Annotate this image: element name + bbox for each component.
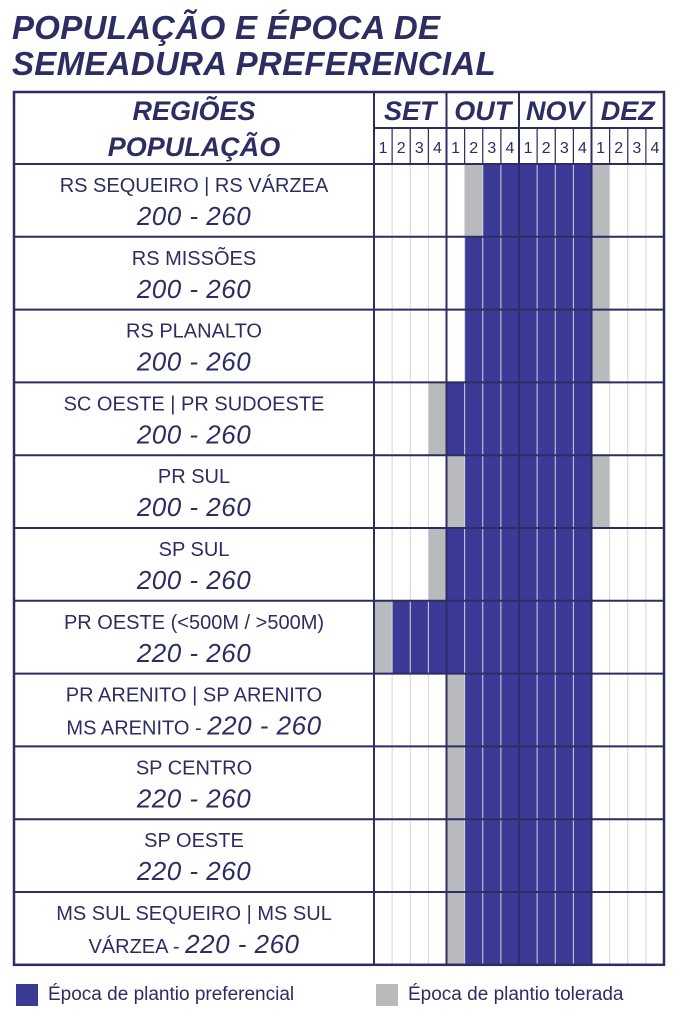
region-name-1: RS SEQUEIRO | RS VÁRZEA [59, 175, 329, 197]
population-value: 220 - 260 [185, 929, 300, 959]
legend-tolerated-label: Época de plantio tolerada [408, 984, 624, 1005]
region-name-11: MS SUL SEQUEIRO | MS SUL [56, 903, 332, 925]
week-label: 3 [632, 140, 642, 157]
week-label: 1 [451, 140, 461, 157]
header-population-label: POPULAÇÃO [107, 132, 281, 162]
region-name-8: PR ARENITO | SP ARENITO [65, 684, 323, 707]
region-name-continuation: VÁRZEA - [88, 936, 186, 958]
region-population-6: 200 - 260 [136, 565, 252, 595]
region-population-7: 220 - 260 [136, 637, 252, 668]
legend-tolerated-swatch [376, 984, 398, 1006]
region-name-7: PR OESTE (<500M / >500M) [63, 611, 325, 634]
legend-preferred-label: Época de plantio preferencial [48, 984, 295, 1005]
legend-preferred [16, 982, 294, 1008]
month-label-dez: DEZ [600, 96, 655, 126]
week-label: 3 [487, 140, 497, 157]
region-population-3: 200 - 260 [136, 346, 252, 377]
preferred-bar-2 [465, 237, 592, 310]
region-name-4: SC OESTE | PR SUDOESTE [63, 393, 325, 416]
region-population-11 [88, 929, 299, 959]
week-label: 4 [505, 140, 515, 157]
preferred-bar-5 [465, 455, 592, 528]
week-label: 4 [650, 140, 660, 157]
region-population-2: 200 - 260 [136, 273, 252, 304]
region-name-2: RS MISSÕES [131, 247, 257, 270]
week-label: 4 [432, 140, 442, 157]
preferred-bar-7 [392, 601, 591, 674]
preferred-bar-11 [465, 892, 592, 965]
week-label: 4 [577, 140, 587, 157]
header-regions-label: REGIÕES [132, 96, 256, 126]
preferred-bar-8 [465, 674, 592, 747]
region-name-3: RS PLANALTO [126, 320, 262, 343]
region-name-continuation: MS ARENITO - [66, 717, 208, 740]
week-label: 2 [614, 140, 624, 157]
legend-preferred-swatch [16, 984, 38, 1006]
preferred-bar-10 [465, 819, 592, 892]
population-value: 220 - 260 [207, 710, 322, 741]
week-label: 3 [559, 140, 569, 157]
region-name-9: SP CENTRO [135, 757, 253, 780]
region-population-8 [66, 711, 321, 741]
month-label-out: OUT [454, 96, 512, 126]
preferred-bar-3 [465, 310, 592, 383]
week-label: 1 [523, 140, 533, 157]
preferred-bar-9 [465, 746, 592, 819]
region-name-5: PR SUL [157, 466, 231, 489]
legend-tolerated [376, 982, 624, 1008]
region-population-1: 200 - 260 [136, 201, 252, 231]
region-name-6: SP SUL [158, 539, 230, 561]
region-population-5: 200 - 260 [136, 492, 252, 523]
region-population-10: 220 - 260 [136, 856, 252, 887]
region-population-4: 200 - 260 [136, 419, 252, 450]
month-label-set: SET [383, 96, 437, 126]
region-population-9: 220 - 260 [136, 783, 252, 814]
week-label: 1 [378, 140, 388, 157]
week-label: 3 [414, 140, 424, 157]
week-label: 2 [541, 140, 551, 157]
week-label: 2 [396, 140, 406, 157]
region-name-10: SP OESTE [144, 830, 244, 853]
chart-title-line-1: POPULAÇÃO E ÉPOCA DE [12, 9, 441, 46]
week-label: 2 [469, 140, 479, 157]
chart-title-line-2: SEMEADURA PREFERENCIAL [12, 45, 496, 82]
month-label-nov: NOV [525, 96, 585, 126]
week-label: 1 [596, 140, 606, 157]
